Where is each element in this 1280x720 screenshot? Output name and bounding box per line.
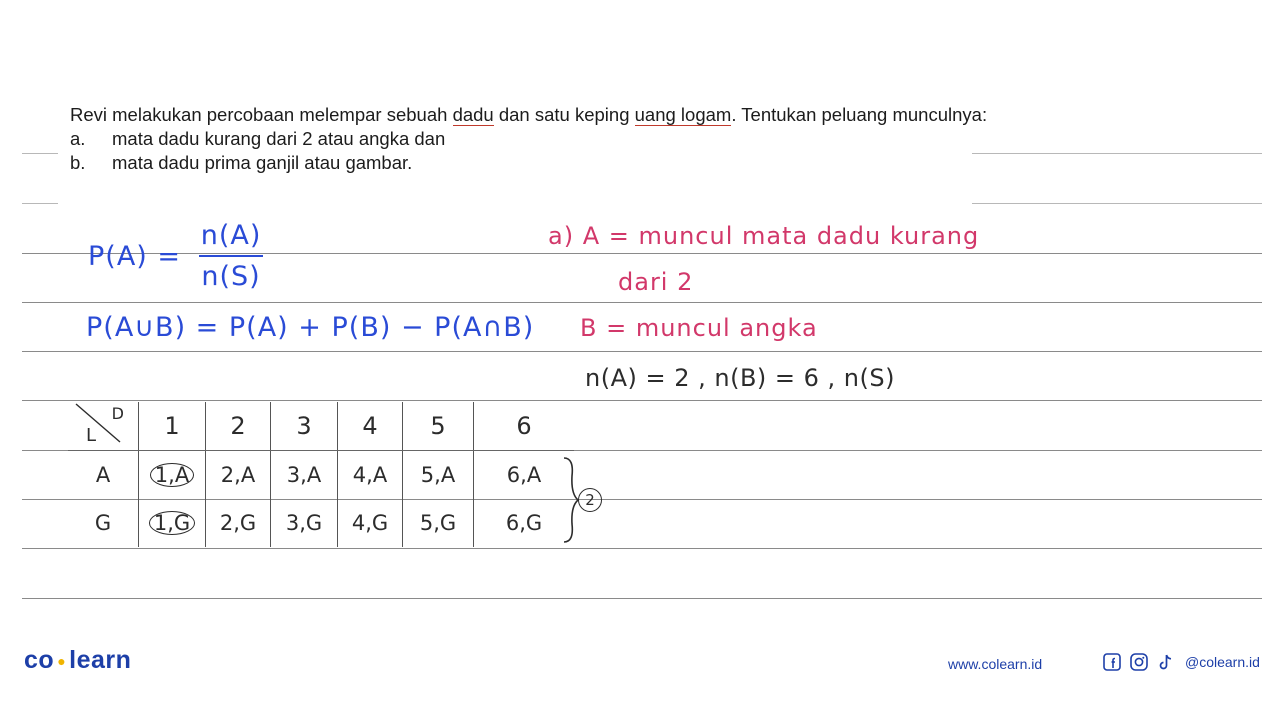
- table-corner: [68, 402, 139, 451]
- logo-dot-icon: ●: [57, 653, 67, 670]
- fraction: [199, 220, 263, 292]
- circled-cell-value: 1,G: [149, 511, 195, 535]
- fraction-denominator: n(S): [201, 261, 261, 292]
- logo-part: co: [24, 646, 55, 674]
- footer-url: www.colearn.id: [948, 656, 1043, 672]
- table-row: [68, 499, 574, 547]
- table-cell: 5,A: [403, 451, 474, 500]
- row-label: G: [94, 511, 112, 535]
- ruled-line: [22, 548, 1262, 549]
- table-cell: 2,A: [206, 451, 271, 500]
- table-cell: 6,A: [474, 451, 575, 500]
- sample-space-table: [68, 402, 574, 547]
- underlined-dadu: dadu: [452, 104, 494, 125]
- ruled-line: [22, 302, 1262, 303]
- social-handle: @colearn.id: [1185, 654, 1260, 670]
- definition-b: B = muncul angka: [580, 314, 818, 342]
- facebook-icon: [1102, 652, 1122, 672]
- formula-lhs: P(A) =: [88, 240, 182, 272]
- question-text: [70, 104, 990, 174]
- table-cell: [139, 499, 206, 547]
- ruled-line: [22, 203, 58, 204]
- ruled-line: [972, 153, 1262, 154]
- union-formula: P(A∪B) = P(A) + P(B) − P(A∩B): [86, 312, 535, 343]
- fraction-bar: [199, 255, 263, 257]
- instagram-icon: [1129, 652, 1149, 672]
- column-header: 6: [474, 402, 575, 451]
- tiktok-icon: [1156, 652, 1176, 672]
- counts-line: n(A) = 2 , n(B) = 6 , n(S): [585, 364, 895, 392]
- table-cell: 3,A: [271, 451, 338, 500]
- definition-a-line2: dari 2: [618, 268, 694, 296]
- probability-formula: [88, 220, 263, 292]
- circled-count: 2: [578, 488, 602, 512]
- intro-part: . Tentukan peluang munculnya:: [731, 104, 988, 125]
- option-b: [70, 152, 990, 174]
- table-cell: 4,A: [338, 451, 403, 500]
- table-cell: [139, 451, 206, 500]
- column-header: 3: [271, 402, 338, 451]
- fraction-numerator: n(A): [200, 220, 262, 251]
- table-cell: 6,G: [474, 499, 575, 547]
- ruled-line: [22, 400, 1262, 401]
- table-cell: 2,G: [206, 499, 271, 547]
- table-cell: 3,G: [271, 499, 338, 547]
- column-header: 5: [403, 402, 474, 451]
- intro-part: Revi melakukan percobaan melempar sebuah: [70, 104, 453, 125]
- underlined-uang-logam: uang logam: [634, 104, 732, 125]
- logo-part: learn: [69, 646, 132, 674]
- colearn-logo: [24, 646, 131, 675]
- definition-a-line1: a) A = muncul mata dadu kurang: [548, 222, 980, 250]
- option-text: mata dadu prima ganjil atau gambar.: [112, 152, 413, 173]
- ruled-line: [972, 203, 1262, 204]
- option-text: mata dadu kurang dari 2 atau angka dan: [112, 128, 446, 149]
- row-label: A: [95, 463, 111, 487]
- table-row: [68, 451, 574, 500]
- intro-part: dan satu keping: [493, 104, 635, 125]
- ruled-line: [22, 598, 1262, 599]
- diagonal-divider: [68, 402, 138, 450]
- option-a: [70, 128, 990, 150]
- question-intro: [70, 104, 990, 126]
- column-header: 4: [338, 402, 403, 451]
- corner-coin-label: L: [86, 425, 97, 446]
- table-header-row: [68, 402, 574, 451]
- table-cell: 4,G: [338, 499, 403, 547]
- corner-dice-label: D: [111, 404, 124, 423]
- table-cell: 5,G: [403, 499, 474, 547]
- column-header: 1: [139, 402, 206, 451]
- option-label: b.: [70, 152, 86, 173]
- social-links: [1102, 652, 1260, 672]
- ruled-line: [22, 153, 58, 154]
- column-header: 2: [206, 402, 271, 451]
- circled-cell-value: 1,A: [150, 463, 194, 487]
- ruled-line: [22, 351, 1262, 352]
- option-label: a.: [70, 128, 86, 149]
